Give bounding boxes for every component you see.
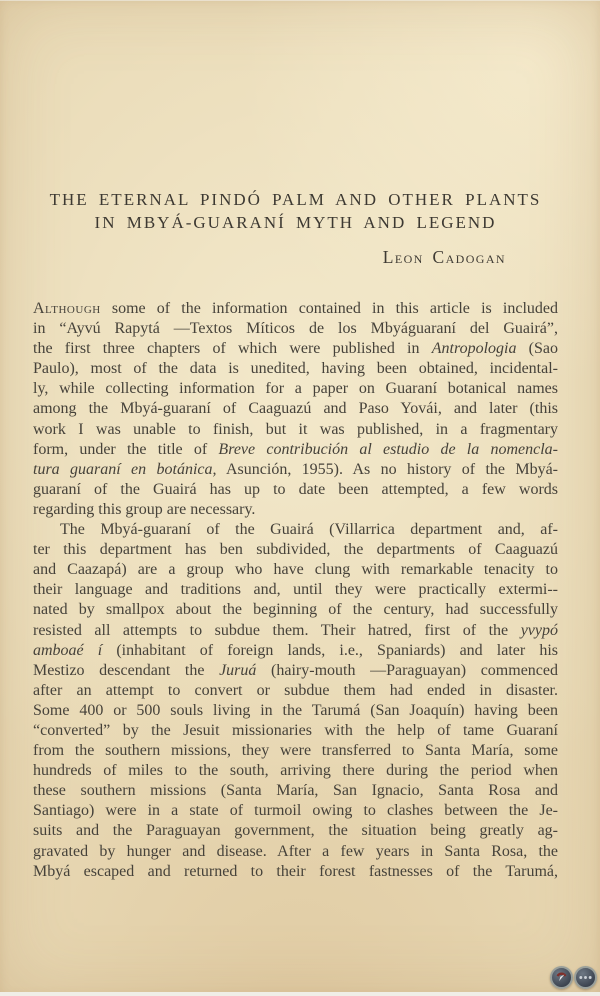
- text-line: [33, 500, 558, 520]
- text-line: [33, 681, 558, 701]
- text-segment: in “Ayvú Rapytá —Textos Míticos de los Mbyáguaraní del Guairá”,: [33, 320, 558, 338]
- text-segment: after an attempt to convert or subdue them had ended in disaster.: [33, 681, 558, 699]
- ellipsis-icon: [577, 969, 594, 986]
- viewer-controls: [550, 966, 597, 989]
- text-segment: Some 400 or 500 souls living in the Tarumá (San Joaquín) having been: [33, 701, 558, 719]
- text-line: [33, 781, 558, 801]
- text-segment: nated by smallpox about the beginning of the century, had successfully: [33, 601, 558, 619]
- text-segment: their language and traditions and, until they were practically extermi--: [33, 581, 558, 599]
- text-segment: Mestizo descendant the: [33, 661, 220, 679]
- text-segment: yvypó: [520, 621, 558, 639]
- text-segment: The Mbyá-guaraní of the Guairá (Villarrica department and, af-: [60, 521, 558, 539]
- scan-edge-bottom: [0, 992, 600, 996]
- text-line: [33, 460, 558, 480]
- text-line: [33, 299, 558, 319]
- text-line: [33, 661, 558, 681]
- text-line: [33, 319, 558, 339]
- more-options-button[interactable]: [574, 966, 597, 989]
- text-segment: these southern missions (Santa María, San Ignacio, Santa Rosa and: [33, 782, 558, 800]
- compass-icon: [553, 969, 570, 986]
- text-line: [33, 862, 558, 882]
- text-segment: Juruá: [219, 661, 257, 679]
- text-segment: resisted all attempts to subdue them. Their hatred, first of the: [33, 621, 521, 639]
- text-line: [33, 641, 558, 661]
- page-title: [33, 188, 558, 234]
- text-line: [33, 520, 558, 540]
- text-line: [33, 359, 558, 379]
- text-segment: ly, while collecting information for a paper on Guaraní botanical names: [33, 380, 558, 398]
- paragraph: [33, 299, 558, 520]
- text-segment: and Caazapá) are a group who have clung with remarkable tenacity to: [33, 561, 558, 579]
- text-segment: hundreds of miles to the south, arriving there during the period when: [33, 762, 558, 780]
- text-segment: “converted” by the Jesuit missionaries with the help of tame Guaraní: [33, 721, 558, 739]
- text-segment: regarding this group are necessary.: [33, 500, 256, 518]
- title-line-1: THE ETERNAL PINDÓ PALM AND OTHER PLANTS: [49, 190, 542, 209]
- text-segment: Paulo), most of the data is unedited, having been obtained, incidental-: [33, 360, 558, 378]
- compass-button[interactable]: [550, 966, 573, 989]
- text-line: [33, 420, 558, 440]
- text-line: [33, 379, 558, 399]
- text-segment: guaraní of the Guairá has up to date been attempted, a few words: [33, 480, 558, 498]
- text-segment: suits and the Paraguayan government, the situation being greatly ag-: [33, 822, 558, 840]
- text-segment: some of the information contained in this article is included: [100, 300, 558, 317]
- text-line: [33, 560, 558, 580]
- text-segment: form, under the title of: [33, 440, 219, 458]
- text-segment: (hairy-mouth —Paraguayan) commenced: [256, 661, 558, 679]
- text-line: [33, 741, 558, 761]
- text-segment: gravated by hunger and disease. After a few years in Santa Rosa, the: [33, 842, 558, 860]
- text-segment: Mbyá escaped and returned to their forest fastnesses of the Tarumá,: [33, 862, 558, 880]
- text-segment: Although: [33, 300, 101, 317]
- text-line: [33, 701, 558, 721]
- paragraph: [33, 520, 558, 882]
- text-line: [33, 440, 558, 460]
- text-segment: amboaé í: [33, 641, 103, 659]
- text-line: [33, 580, 558, 600]
- text-segment: Santiago) were in a state of turmoil owing to clashes between the Je-: [33, 802, 558, 820]
- text-segment: among the Mbyá-guaraní of Caaguazú and Paso Yovái, and later (this: [33, 400, 558, 418]
- text-line: [33, 480, 558, 500]
- text-line: [33, 721, 558, 741]
- text-segment: Breve contribución al estudio de la nomencla-: [218, 440, 558, 458]
- text-segment: ter this department has ben subdivided, the departments of Caaguazú: [33, 541, 558, 559]
- text-line: [33, 821, 558, 841]
- text-line: [33, 600, 558, 620]
- author-name: Leon Cadogan: [382, 247, 506, 267]
- text-segment: Asunción, 1955). As no history of the Mbyá-: [216, 460, 558, 478]
- article: [33, 0, 558, 882]
- article-body: [33, 299, 558, 882]
- text-segment: (Sao: [516, 340, 558, 358]
- text-segment: from the southern missions, they were transferred to Santa María, some: [33, 742, 558, 760]
- text-line: [33, 842, 558, 862]
- text-line: [33, 399, 558, 419]
- text-line: [33, 540, 558, 560]
- text-line: [33, 801, 558, 821]
- title-line-2: IN MBYÁ-GUARANÍ MYTH AND LEGEND: [94, 213, 497, 232]
- text-segment: work I was unable to finish, but it was published, in a fragmentary: [33, 420, 558, 438]
- text-line: [33, 761, 558, 781]
- text-segment: tura guaraní en botánica,: [33, 460, 217, 478]
- text-line: [33, 339, 558, 359]
- text-segment: the first three chapters of which were published in: [33, 340, 432, 358]
- text-line: [33, 621, 558, 641]
- text-segment: (inhabitant of foreign lands, i.e., Spaniards) and later his: [102, 641, 558, 659]
- text-segment: Antropologia: [431, 340, 517, 358]
